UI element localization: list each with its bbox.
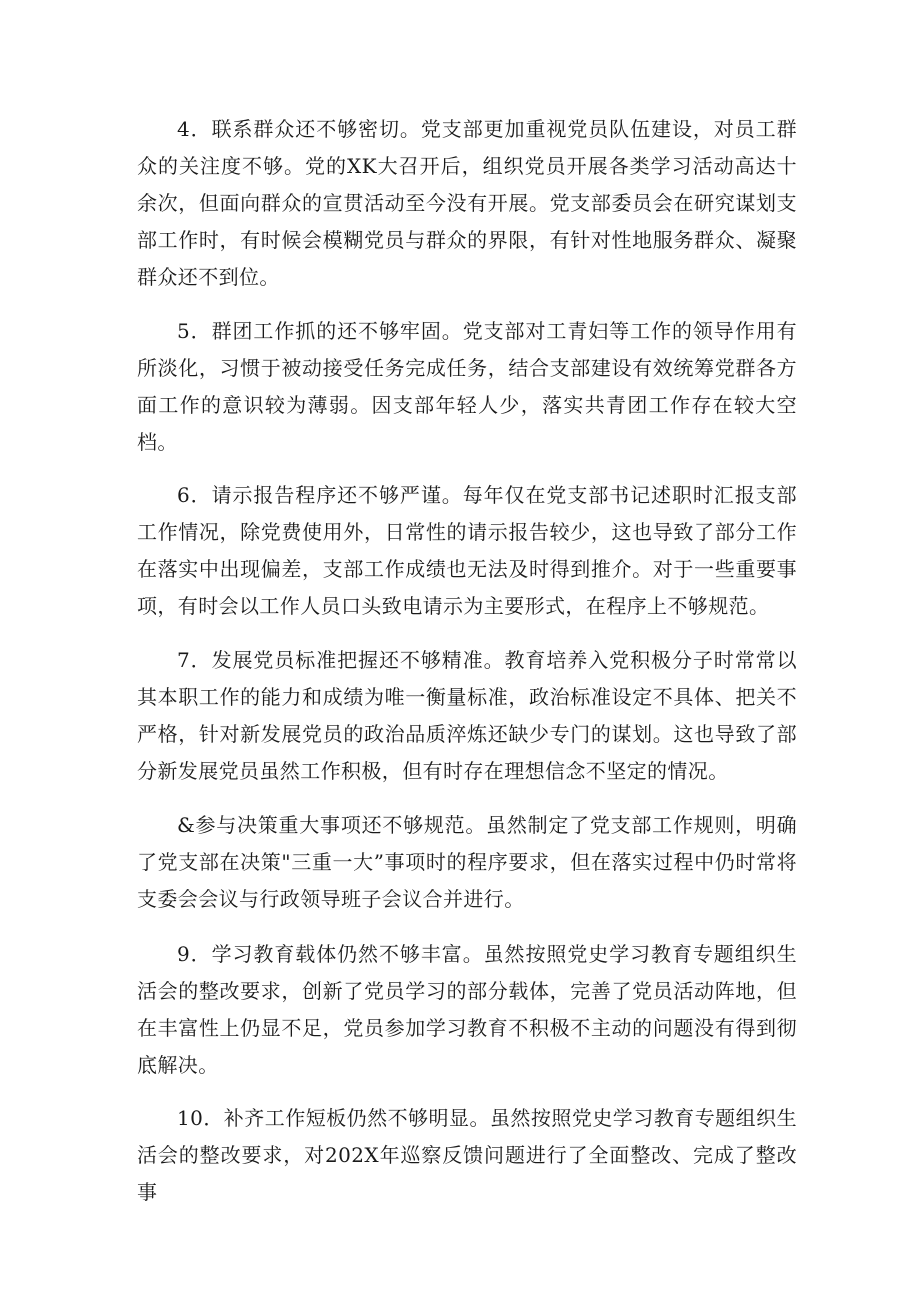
- paragraph-report-procedure: 6．请示报告程序还不够严谨。每年仅在党支部书记述职时汇报支部工作情况，除党费使用外，日常性的请示报告较少，这也导致了部分工作在落实中出现偏差，支部工作成绩也无法及时得到推介。对于一些重要事项，有时会以工作人员口头致电请示为主要形式，在程序上不够规范。: [137, 483, 797, 618]
- paragraph-decision-making: &参与决策重大事项还不够规范。虽然制定了党支部工作规则，明确了党支部在决策"三重一大”事项时的程序要求，但在落实过程中仍时常将支委会会议与行政领导班子会议合并进行。: [137, 813, 797, 911]
- paragraph-member-development: 7．发展党员标准把握还不够精准。教育培养入党积极分子时常常以其本职工作的能力和成绩为唯一衡量标准，政治标准设定不具体、把关不严格，针对新发展党员的政治品质淬炼还缺少专门的谋划。这也导致了部分新发展党员虽然工作积极，但有时存在理想信念不坚定的情况。: [137, 648, 797, 783]
- paragraph-work-shortcomings: 10．补齐工作短板仍然不够明显。虽然按照党史学习教育专题组织生活会的整改要求，对202X年巡察反馈问题进行了全面整改、完成了整改事: [137, 1106, 797, 1204]
- paragraph-contact-masses: 4．联系群众还不够密切。党支部更加重视党员队伍建设，对员工群众的关注度不够。党的XK大召开后，组织党员开展各类学习活动高达十余次，但面向群众的宣贯活动至今没有开展。党支部委员会在研究谋划支部工作时，有时候会模糊党员与群众的界限，有针对性地服务群众、凝聚群众还不到位。: [137, 117, 797, 289]
- paragraph-mass-organizations: 5．群团工作抓的还不够牢固。党支部对工青妇等工作的领导作用有所淡化，习惯于被动接受任务完成任务，结合支部建设有效统筹党群各方面工作的意识较为薄弱。因支部年轻人少，落实共青团工作存在较大空档。: [137, 319, 797, 454]
- paragraph-learning-carriers: 9．学习教育载体仍然不够丰富。虽然按照党史学习教育专题组织生活会的整改要求，创新了党员学习的部分载体，完善了党员活动阵地，但在丰富性上仍显不足，党员参加学习教育不积极不主动的问题没有得到彻底解决。: [137, 942, 797, 1077]
